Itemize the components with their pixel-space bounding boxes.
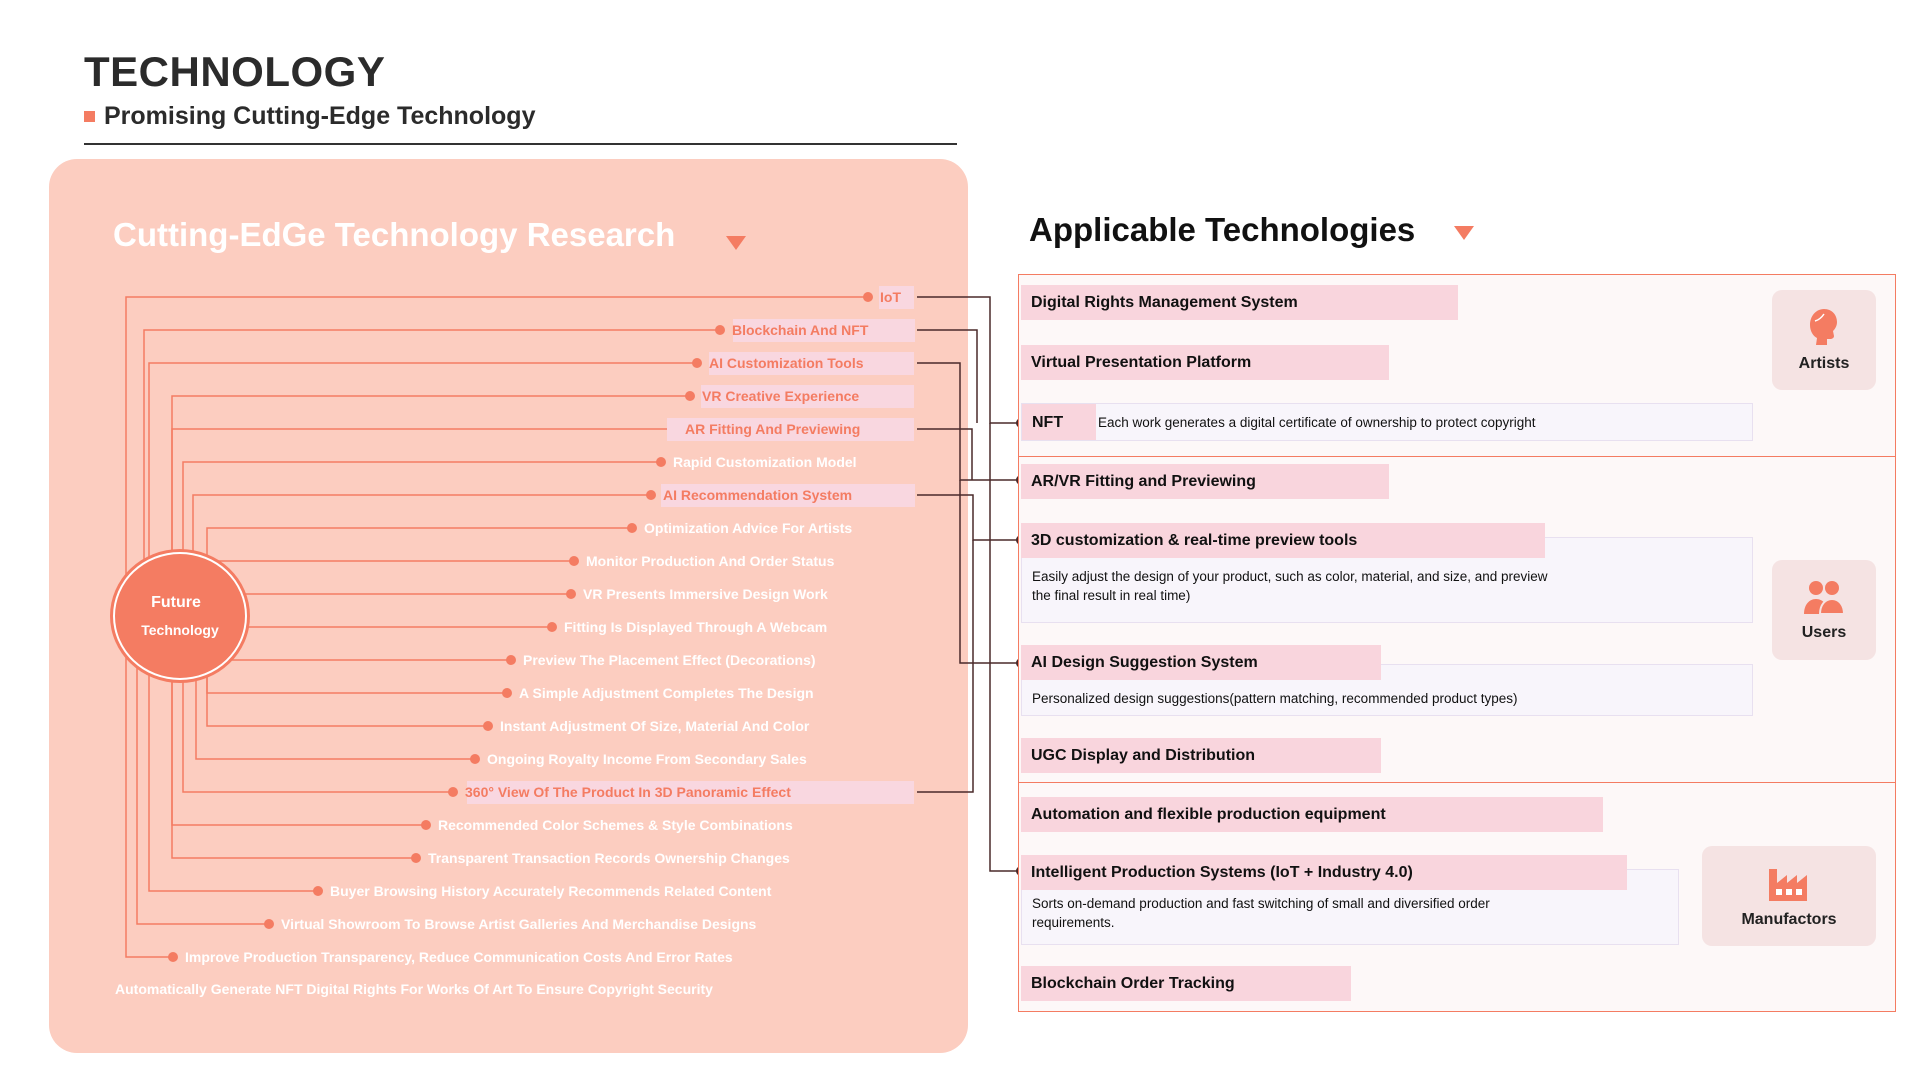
research-item-label: Monitor Production And Order Status: [586, 553, 835, 569]
research-item-label: 360° View Of The Product In 3D Panoramic Effect: [465, 784, 791, 800]
research-item-label: Instant Adjustment Of Size, Material And Color: [500, 718, 810, 734]
role-artists: [1772, 290, 1876, 390]
connector-ips: [990, 423, 1021, 871]
branch-dot: [264, 919, 274, 929]
desc-3d-text: Easily adjust the design of your product, such as color, material, and size, and preview the final result in real time): [1032, 569, 1548, 603]
research-item-label: VR Presents Immersive Design Work: [583, 586, 828, 602]
center-label-line1: Future: [151, 594, 201, 611]
research-item-label: Improve Production Transparency, Reduce Communication Costs And Error Rates: [185, 949, 733, 965]
tag-3d-customization: 3D customization & real-time preview tools: [1021, 523, 1545, 558]
triangle-down-icon: [1454, 226, 1474, 240]
center-label-line2: Technology: [141, 622, 219, 638]
tag-virtual-presentation: Virtual Presentation Platform: [1021, 345, 1389, 380]
branch-dot: [411, 853, 421, 863]
connector-360: [917, 540, 973, 792]
branch-dot: [547, 622, 557, 632]
research-item-label: A Simple Adjustment Completes The Design: [519, 685, 814, 701]
research-item-label: Optimization Advice For Artists: [644, 520, 853, 536]
role-label-manufactors: Manufactors: [1741, 911, 1837, 928]
branch-dot: [448, 787, 458, 797]
connector-ai-recommend: [917, 495, 1021, 540]
page-title: TECHNOLOGY: [84, 48, 386, 95]
branch-dot: [569, 556, 579, 566]
branch-dot: [168, 952, 178, 962]
branch-dot: [646, 490, 656, 500]
branch-dot: [627, 523, 637, 533]
branch-dot: [656, 457, 666, 467]
branch-dot: [566, 589, 576, 599]
tag-digital-rights: Digital Rights Management System: [1021, 285, 1458, 320]
tag-blockchain-order: Blockchain Order Tracking: [1021, 966, 1351, 1001]
tag-automation: Automation and flexible production equipment: [1021, 797, 1603, 832]
research-item-label: AI Recommendation System: [663, 487, 853, 503]
branch-line: [207, 614, 511, 660]
tag-intelligent-production: Intelligent Production Systems (IoT + Industry 4.0): [1021, 855, 1627, 890]
connector-ai-custom: [917, 363, 1021, 480]
branch-line: [207, 561, 574, 614]
connector-iot: [917, 297, 1021, 423]
branch-dot: [502, 688, 512, 698]
tag-arvr-fitting: AR/VR Fitting and Previewing: [1021, 464, 1389, 499]
branch-line: [144, 330, 720, 614]
connector-blockchain: [917, 330, 977, 423]
connector-ar: [917, 429, 972, 480]
branch-dot: [863, 292, 873, 302]
research-item-label: Blockchain And NFT: [732, 322, 869, 338]
research-item-label: Rapid Customization Model: [673, 454, 857, 470]
users-icon: [1802, 578, 1846, 616]
branch-dot: [421, 820, 431, 830]
research-item-label: Fitting Is Displayed Through A Webcam: [564, 619, 828, 635]
research-item-label: Preview The Placement Effect (Decorations): [523, 652, 816, 668]
research-item-label: Virtual Showroom To Browse Artist Galleries And Merchandise Designs: [281, 916, 757, 932]
factory-icon: [1766, 863, 1812, 903]
role-label-artists: Artists: [1798, 355, 1850, 372]
branch-dot: [692, 358, 702, 368]
branch-dot: [470, 754, 480, 764]
research-item-label: AI Customization Tools: [709, 355, 864, 371]
desc-ips-text: Sorts on-demand production and fast switching of small and diversified order requirements.: [1032, 896, 1490, 930]
tag-nft: NFT: [1022, 404, 1096, 440]
future-technology-node: [113, 552, 247, 680]
tag-ai-design: AI Design Suggestion System: [1021, 645, 1381, 680]
role-users: [1772, 560, 1876, 660]
artist-bust-icon: [1806, 307, 1842, 347]
research-footer-text: Automatically Generate NFT Digital Rights For Works Of Art To Ensure Copyright Security: [115, 981, 713, 997]
branch-line: [207, 594, 571, 614]
research-item-label: Ongoing Royalty Income From Secondary Sales: [487, 751, 807, 767]
branch-dot: [506, 655, 516, 665]
branch-dot: [715, 325, 725, 335]
research-item-label: Recommended Color Schemes & Style Combinations: [438, 817, 793, 833]
desc-ai-text: Personalized design suggestions(pattern matching, recommended product types): [1032, 691, 1518, 706]
nft-description: Each work generates a digital certificate of ownership to protect copyright: [1098, 414, 1536, 430]
branch-line: [207, 614, 488, 726]
branch-dot: [313, 886, 323, 896]
tag-ugc-display: UGC Display and Distribution: [1021, 738, 1381, 773]
page-subtitle: Promising Cutting-Edge Technology: [104, 102, 536, 130]
nft-row: [1021, 403, 1753, 441]
branch-line: [207, 614, 507, 693]
applicable-title: Applicable Technologies: [1029, 211, 1416, 248]
research-item-label: Buyer Browsing History Accurately Recommends Related Content: [330, 883, 772, 899]
branch-line: [207, 528, 632, 614]
role-label-users: Users: [1801, 624, 1847, 641]
research-item-label: AR Fitting And Previewing: [685, 421, 861, 437]
branch-dot: [483, 721, 493, 731]
research-item-label: Transparent Transaction Records Ownership Changes: [428, 850, 790, 866]
role-manufactors: [1702, 846, 1876, 946]
research-item-label: VR Creative Experience: [702, 388, 860, 404]
branch-dot: [685, 391, 695, 401]
research-item-label: IoT: [880, 289, 901, 305]
research-title: Cutting-EdGe Technology Research: [113, 216, 676, 253]
branch-line: [207, 614, 552, 627]
